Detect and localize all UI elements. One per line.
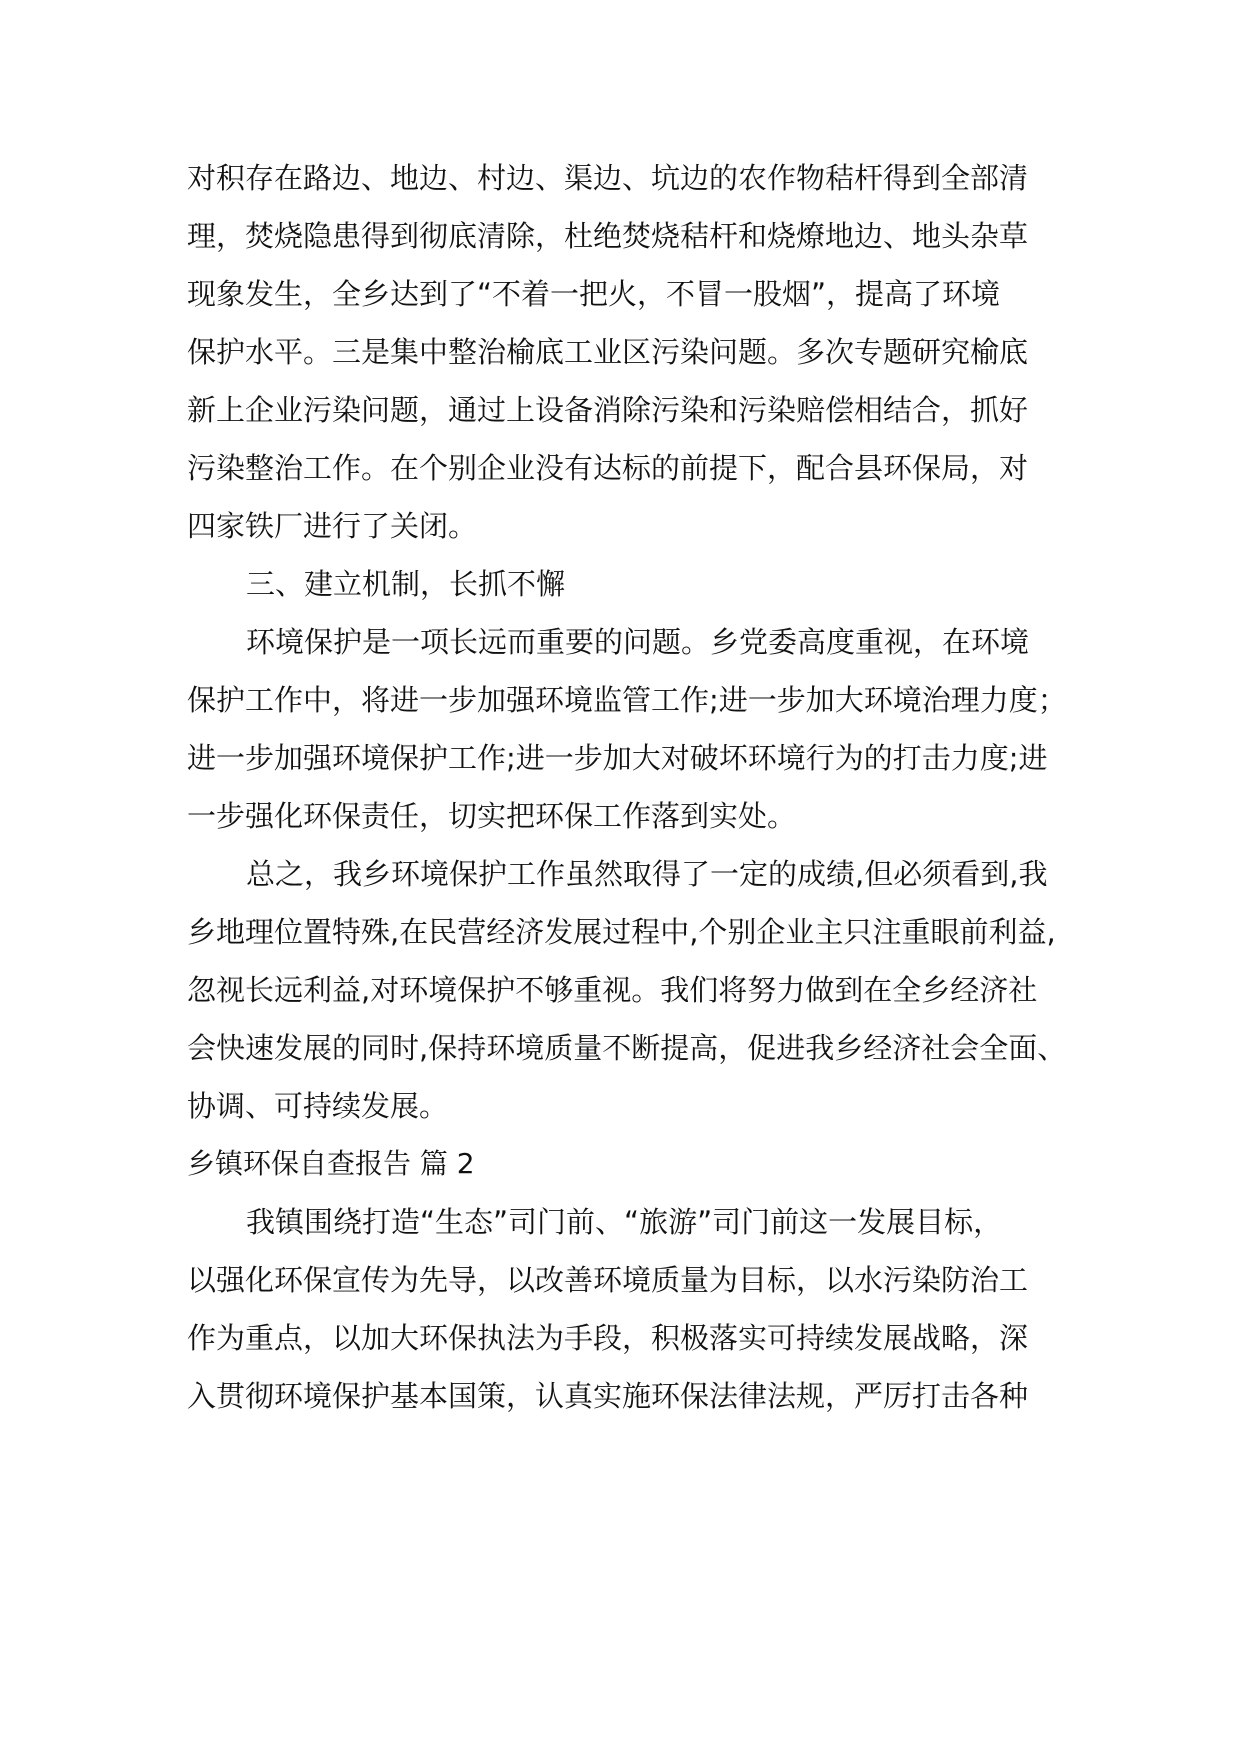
body-text-line: 协调、可持续发展。 [187,1089,449,1123]
body-text-line: 污染整治工作。在个别企业没有达标的前提下，配合县环保局，对 [187,451,1029,485]
body-text-line: 忽视长远利益,对环境保护不够重视。我们将努力做到在全乡经济社 [187,973,1038,1007]
body-text-line: 保护水平。三是集中整治榆底工业区污染问题。多次专题研究榆底 [187,335,1029,369]
body-text-line: 以强化环保宣传为先导，以改善环境质量为目标，以水污染防治工 [187,1263,1029,1297]
section-heading: 三、建立机制，长抓不懈 [246,567,566,601]
body-text-line: 入贯彻环境保护基本国策，认真实施环保法律法规，严厉打击各种 [187,1379,1029,1413]
body-text-line: 一步强化环保责任，切实把环保工作落到实处。 [187,799,797,833]
report-title: 乡镇环保自查报告 篇 2 [187,1147,475,1180]
paragraph-first-line: 我镇围绕打造“生态”司门前、“旅游”司门前这一发展目标， [246,1205,1003,1239]
body-text-line: 会快速发展的同时,保持环境质量不断提高，促进我乡经济社会全面、 [187,1031,1067,1065]
body-text-line: 四家铁厂进行了关闭。 [187,509,478,543]
body-text-line: 保护工作中，将进一步加强环境监管工作;进一步加大环境治理力度； [187,683,1067,717]
body-text-line: 现象发生，全乡达到了“不着一把火，不冒一股烟”，提高了环境 [187,277,1001,311]
body-text-line: 进一步加强环境保护工作;进一步加大对破坏环境行为的打击力度;进 [187,741,1048,775]
body-text-line: 理，焚烧隐患得到彻底清除，杜绝焚烧秸杆和烧燎地边、地头杂草 [187,219,1029,253]
paragraph-first-line: 总之，我乡环境保护工作虽然取得了一定的成绩,但必须看到,我 [246,857,1048,891]
body-text-line: 新上企业污染问题，通过上设备消除污染和污染赔偿相结合，抓好 [187,393,1029,427]
paragraph-first-line: 环境保护是一项长远而重要的问题。乡党委高度重视，在环境 [246,625,1030,659]
body-text-line: 乡地理位置特殊,在民营经济发展过程中,个别企业主只注重眼前利益, [187,915,1056,949]
body-text-line: 作为重点，以加大环保执法为手段，积极落实可持续发展战略，深 [187,1321,1029,1355]
body-text-line: 对积存在路边、地边、村边、渠边、坑边的农作物秸杆得到全部清 [187,161,1029,195]
